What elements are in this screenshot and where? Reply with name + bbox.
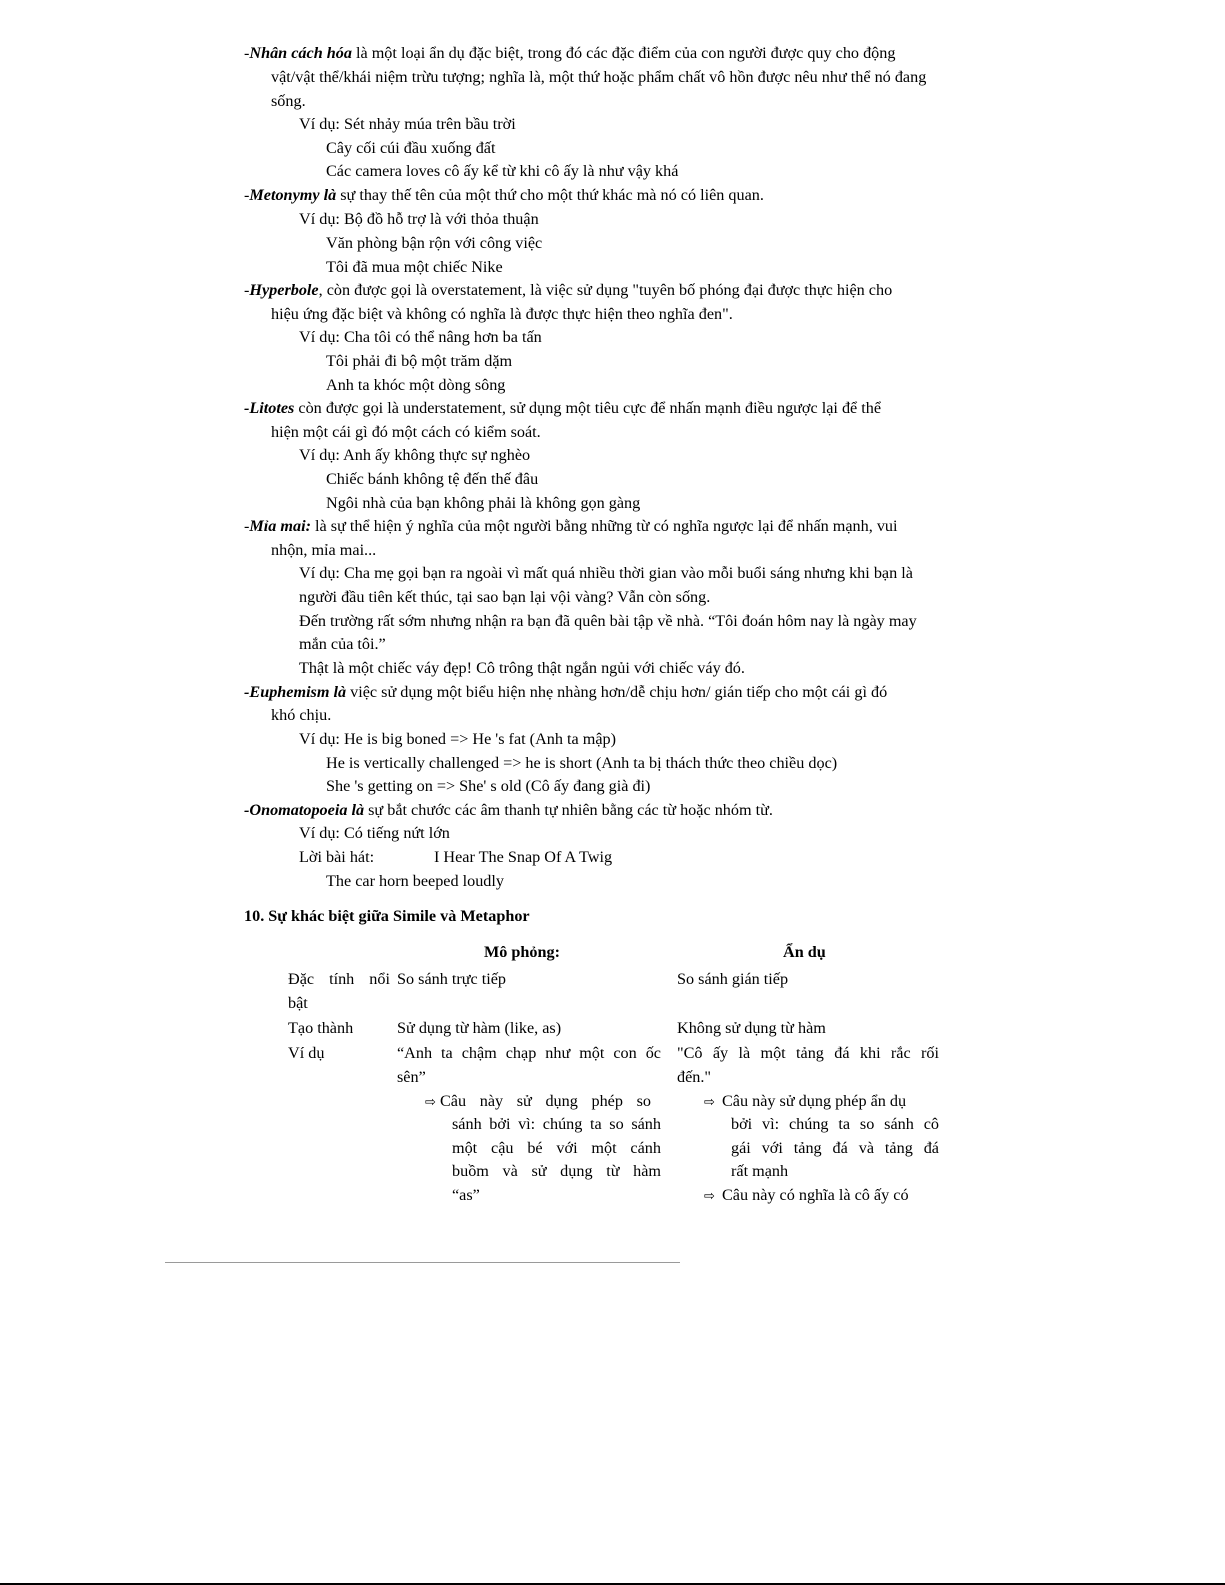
definition-term: Metonymy là xyxy=(249,186,337,204)
lyrics-value: I Hear The Snap Of A Twig xyxy=(434,848,613,866)
definition-hyperbole xyxy=(244,280,892,300)
example-line: Anh ta khóc một dòng sông xyxy=(326,376,506,394)
definition-text: hiện một cái gì đó một cách có kiểm soát. xyxy=(271,423,541,441)
table-cell: sên” xyxy=(397,1068,426,1086)
example-line: She 's getting on => She' s old (Cô ấy đang già đi) xyxy=(326,777,651,795)
definition-litotes xyxy=(244,398,881,418)
explanation-line: buồm và sử dụng từ hàm xyxy=(452,1162,661,1180)
definition-text: sự bắt chước các âm thanh tự nhiên bằng các từ hoặc nhóm từ. xyxy=(364,801,773,819)
example-line: Ví dụ: Có tiếng nứt lớn xyxy=(299,824,450,842)
definition-prefix: - xyxy=(244,186,250,204)
definition-text: sống. xyxy=(271,92,306,110)
definition-irony xyxy=(244,516,898,536)
definition-personification xyxy=(244,43,895,63)
definition-text: việc sử dụng một biểu hiện nhẹ nhàng hơn/dễ chịu hơn/ gián tiếp cho một cái gì đó xyxy=(346,683,888,701)
definition-text: sự thay thế tên của một thứ cho một thứ khác mà nó có liên quan. xyxy=(336,186,764,204)
example-line: Ví dụ: Bộ đồ hỗ trợ là với thỏa thuận xyxy=(299,210,539,228)
example-line: The car horn beeped loudly xyxy=(326,872,504,890)
table-cell: So sánh trực tiếp xyxy=(397,970,507,988)
definition-prefix: - xyxy=(244,281,250,299)
arrow-right-icon: ⇨ xyxy=(704,1095,715,1110)
definition-text: khó chịu. xyxy=(271,706,332,724)
section-heading: 10. Sự khác biệt giữa Simile và Metaphor xyxy=(244,907,530,925)
example-line: Chiếc bánh không tệ đến thế đâu xyxy=(326,470,539,488)
example-line: Tôi đã mua một chiếc Nike xyxy=(326,258,503,276)
example-line: Cây cối cúi đầu xuống đất xyxy=(326,139,496,157)
column-header-simile: Mô phỏng: xyxy=(484,943,561,961)
arrow-right-icon: ⇨ xyxy=(704,1189,715,1204)
table-cell: Sử dụng từ hàm (like, as) xyxy=(397,1019,562,1037)
example-line: He is vertically challenged => he is short (Anh ta bị thách thức theo chiều dọc) xyxy=(326,754,838,772)
definition-text: nhộn, mỉa mai... xyxy=(271,541,377,559)
explanation-line: gái với tảng đá và tảng đá xyxy=(731,1139,939,1157)
definition-text: là sự thể hiện ý nghĩa của một người bằng những từ có nghĩa ngược lại để nhấn mạnh, vui xyxy=(311,517,898,535)
explanation-line: Câu này sử dụng phép so xyxy=(440,1092,651,1110)
definition-text: là một loại ẩn dụ đặc biệt, trong đó các đặc điểm của con người được quy cho động xyxy=(351,44,896,62)
example-line: Ví dụ: Cha mẹ gọi bạn ra ngoài vì mất quá nhiều thời gian vào mỗi buổi sáng nhưng khi bạn là xyxy=(299,564,913,582)
example-line: Ví dụ: Sét nhảy múa trên bầu trời xyxy=(299,115,516,133)
example-line: Ngôi nhà của bạn không phải là không gọn gàng xyxy=(326,494,641,512)
definition-prefix: - xyxy=(244,517,250,535)
example-line: mắn của tôi.” xyxy=(299,635,386,653)
explanation-line: rất mạnh xyxy=(731,1162,789,1180)
column-header-metaphor: Ẩn dụ xyxy=(783,943,826,961)
table-cell: "Cô ấy là một tảng đá khi rắc rối xyxy=(677,1044,939,1062)
definition-prefix: - xyxy=(244,44,250,62)
explanation-line: bởi vì: chúng ta so sánh cô xyxy=(731,1115,939,1133)
definition-text: , còn được gọi là overstatement, là việc sử dụng "tuyên bố phóng đại được thực hiện cho xyxy=(318,281,893,299)
footnote-separator xyxy=(165,1262,680,1263)
example-line: Ví dụ: He is big boned => He 's fat (Anh ta mập) xyxy=(299,730,616,748)
arrow-right-icon: ⇨ xyxy=(425,1095,436,1110)
table-cell: Không sử dụng từ hàm xyxy=(677,1019,826,1037)
row-label: Ví dụ xyxy=(288,1044,325,1062)
definition-euphemism xyxy=(244,682,887,702)
example-line: Các camera loves cô ấy kể từ khi cô ấy là như vậy khá xyxy=(326,162,679,180)
example-line: Văn phòng bận rộn với công việc xyxy=(326,234,543,252)
explanation-line: một cậu bé với một cánh xyxy=(452,1139,661,1157)
row-label: Đặc tính nổi xyxy=(288,970,390,988)
row-label: bật xyxy=(288,994,308,1012)
definition-text: vật/vật thể/khái niệm trừu tượng; nghĩa là, một thứ hoặc phẩm chất vô hồn được nêu như thể nó đang xyxy=(271,68,927,86)
example-line: Thật là một chiếc váy đẹp! Cô trông thật ngắn ngủi với chiếc váy đó. xyxy=(299,659,745,677)
row-label: Tạo thành xyxy=(288,1019,354,1037)
explanation-line: Câu này sử dụng phép ẩn dụ xyxy=(722,1092,907,1110)
definition-text: còn được gọi là understatement, sử dụng một tiêu cực để nhấn mạnh điều ngược lại để thể xyxy=(294,399,882,417)
example-line: người đầu tiên kết thúc, tại sao bạn lại vội vàng? Vẫn còn sống. xyxy=(299,588,711,606)
definition-term: -Onomatopoeia là xyxy=(244,801,365,819)
explanation-line: Câu này có nghĩa là cô ấy có xyxy=(722,1186,909,1204)
definition-onomatopoeia xyxy=(244,800,773,820)
table-cell: So sánh gián tiếp xyxy=(677,970,789,988)
definition-term: Nhân cách hóa xyxy=(249,44,352,62)
explanation-line: “as” xyxy=(452,1186,480,1204)
table-cell: “Anh ta chậm chạp như một con ốc xyxy=(397,1044,661,1062)
example-line: Ví dụ: Cha tôi có thể nâng hơn ba tấn xyxy=(299,328,542,346)
definition-term: Mỉa mai: xyxy=(249,517,311,535)
example-line: Ví dụ: Anh ấy không thực sự nghèo xyxy=(299,446,531,464)
definition-text: hiệu ứng đặc biệt và không có nghĩa là được thực hiện theo nghĩa đen". xyxy=(271,305,733,323)
example-line: Tôi phải đi bộ một trăm dặm xyxy=(326,352,513,370)
definition-term: Hyperbole xyxy=(249,281,319,299)
lyrics-label: Lời bài hát: xyxy=(299,848,375,866)
example-line: Đến trường rất sớm nhưng nhận ra bạn đã quên bài tập về nhà. “Tôi đoán hôm nay là ngày may xyxy=(299,612,917,630)
definition-metonymy xyxy=(244,185,764,205)
definition-term: -Euphemism là xyxy=(244,683,347,701)
explanation-line: sánh bởi vì: chúng ta so sánh xyxy=(452,1115,661,1133)
table-cell: đến." xyxy=(677,1068,712,1086)
definition-term: -Litotes xyxy=(244,399,295,417)
